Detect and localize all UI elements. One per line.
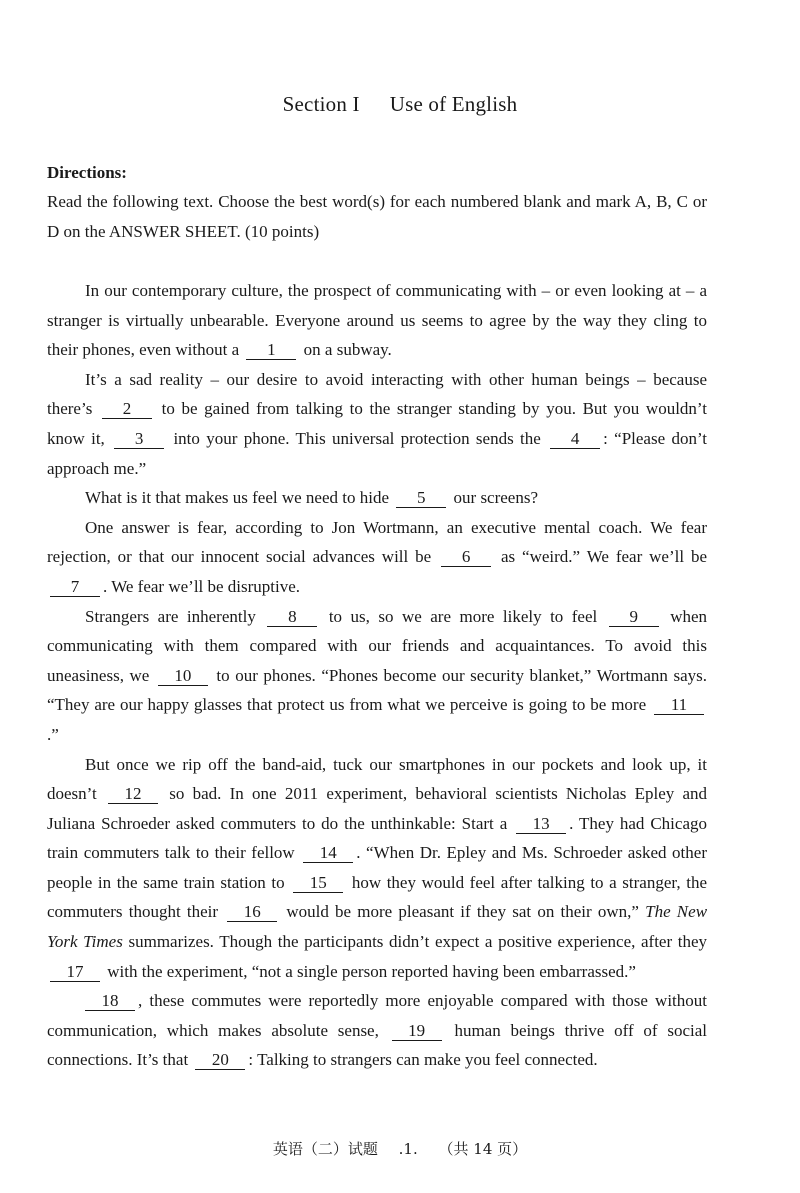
paragraph-text: as “weird.” We fear we’ll be <box>501 547 708 567</box>
paragraph-text: when communicating with them compared with our friends and acquaintances. To avoid this uneasiness, we <box>47 606 708 685</box>
footer-subject: 英语（二）试题 <box>272 1140 378 1158</box>
blank-14: 14 <box>303 844 353 863</box>
paragraph-text: . “When Dr. Epley and Ms. Schroeder asked other people in the same train station to <box>47 843 707 892</box>
blank-12: 12 <box>108 785 158 804</box>
paragraph-text: into your phone. This universal protection sends the <box>173 428 541 448</box>
blank-19: 19 <box>392 1022 442 1041</box>
blank-20: 20 <box>195 1051 245 1070</box>
section-label: Section I <box>282 92 360 116</box>
paragraph-text: to our phones. “Phones become our security blanket,” Wortmann says. “They are our happy glasses that protect us from what we perceive is going to be more <box>47 665 708 715</box>
blank-15: 15 <box>293 874 343 893</box>
blank-13: 13 <box>516 815 566 834</box>
paragraph-text: would be more pleasant if they sat on their own,” <box>286 902 639 922</box>
blank-10: 10 <box>158 667 208 686</box>
paragraph-6 <box>47 750 707 987</box>
paragraph-text: how they would feel after talking to a stranger, the commuters thought their <box>47 872 708 922</box>
blank-9: 9 <box>609 608 659 627</box>
paragraph-3 <box>47 483 707 513</box>
paragraph-text: to be gained from talking to the stranger standing by you. But you wouldn’t know it, <box>47 399 707 448</box>
blank-6: 6 <box>441 548 491 567</box>
paragraph-5 <box>47 602 707 750</box>
paragraph-text: One answer is fear, according to Jon Wortmann, an executive mental coach. We fear rejection, or that our innocent social advances will be <box>47 517 707 567</box>
paragraph-text: . We fear we’ll be disruptive. <box>103 576 301 596</box>
paragraph-text: . They had Chicago train commuters talk to their fellow <box>47 813 707 863</box>
blank-1: 1 <box>246 341 296 360</box>
paragraph-text: so bad. In one 2011 experiment, behavioral scientists Nicholas Epley and Juliana Schroeder asked commuters to do the unthinkable: Start a <box>47 784 708 833</box>
paragraph-text: Strangers are inherently <box>85 606 256 626</box>
paragraph-text: : “Please don’t approach me.” <box>47 428 708 478</box>
source-title: The New York Times <box>47 902 708 952</box>
footer-total-pages: （共 14 页） <box>438 1140 528 1158</box>
paragraph-text: , these commutes were reportedly more enjoyable compared with those without communication, which makes absolute sense, <box>47 991 707 1040</box>
paragraph-text: It’s a sad reality – our desire to avoid interacting with other human beings – because there’s <box>47 369 707 419</box>
paragraph-text: to us, so we are more likely to feel <box>328 606 598 626</box>
paragraph-text: with the experiment, “not a single person reported having been embarrassed.” <box>107 961 636 981</box>
blank-7: 7 <box>50 578 100 597</box>
paragraph-text: .” <box>47 724 59 744</box>
cloze-passage <box>47 276 707 1075</box>
paragraph-2 <box>47 365 707 483</box>
directions-heading: Directions: <box>47 163 127 182</box>
blank-18: 18 <box>85 992 135 1011</box>
blank-5: 5 <box>396 489 446 508</box>
directions-text: Read the following text. Choose the best word(s) for each numbered blank and mark A, B, C or D on the ANSWER SHEET. (10 points) <box>47 192 707 241</box>
blank-17: 17 <box>50 963 100 982</box>
paragraph-text: on a subway. <box>303 340 392 360</box>
blank-16: 16 <box>227 903 277 922</box>
paragraph-text: our screens? <box>453 488 539 508</box>
blank-3: 3 <box>114 430 164 449</box>
paragraph-text: What is it that makes us feel we need to hide <box>85 488 390 508</box>
paragraph-4 <box>47 513 707 602</box>
section-title <box>0 92 800 117</box>
section-name: Use of English <box>389 92 518 116</box>
blank-4: 4 <box>550 430 600 449</box>
blank-11: 11 <box>654 696 704 715</box>
footer-page-number: .1. <box>398 1140 418 1158</box>
paragraph-text: But once we rip off the band-aid, tuck our smartphones in our pockets and look up, it doesn’t <box>47 754 707 804</box>
paragraph-text: human beings thrive off of social connections. It’s that <box>47 1020 708 1070</box>
paragraph-7 <box>47 986 707 1075</box>
blank-8: 8 <box>267 608 317 627</box>
paragraph-text: : Talking to strangers can make you feel connected. <box>248 1050 598 1070</box>
page-footer <box>0 1138 800 1159</box>
blank-2: 2 <box>102 400 152 419</box>
paragraph-1 <box>47 276 707 365</box>
paragraph-text: summarizes. Though the participants didn’t expect a positive experience, after they <box>128 932 708 952</box>
paragraph-text: In our contemporary culture, the prospect of communicating with – or even looking at – a stranger is virtually unbearable. Everyone around us seems to agree by the way they cling to their phones, even without a <box>47 281 707 360</box>
